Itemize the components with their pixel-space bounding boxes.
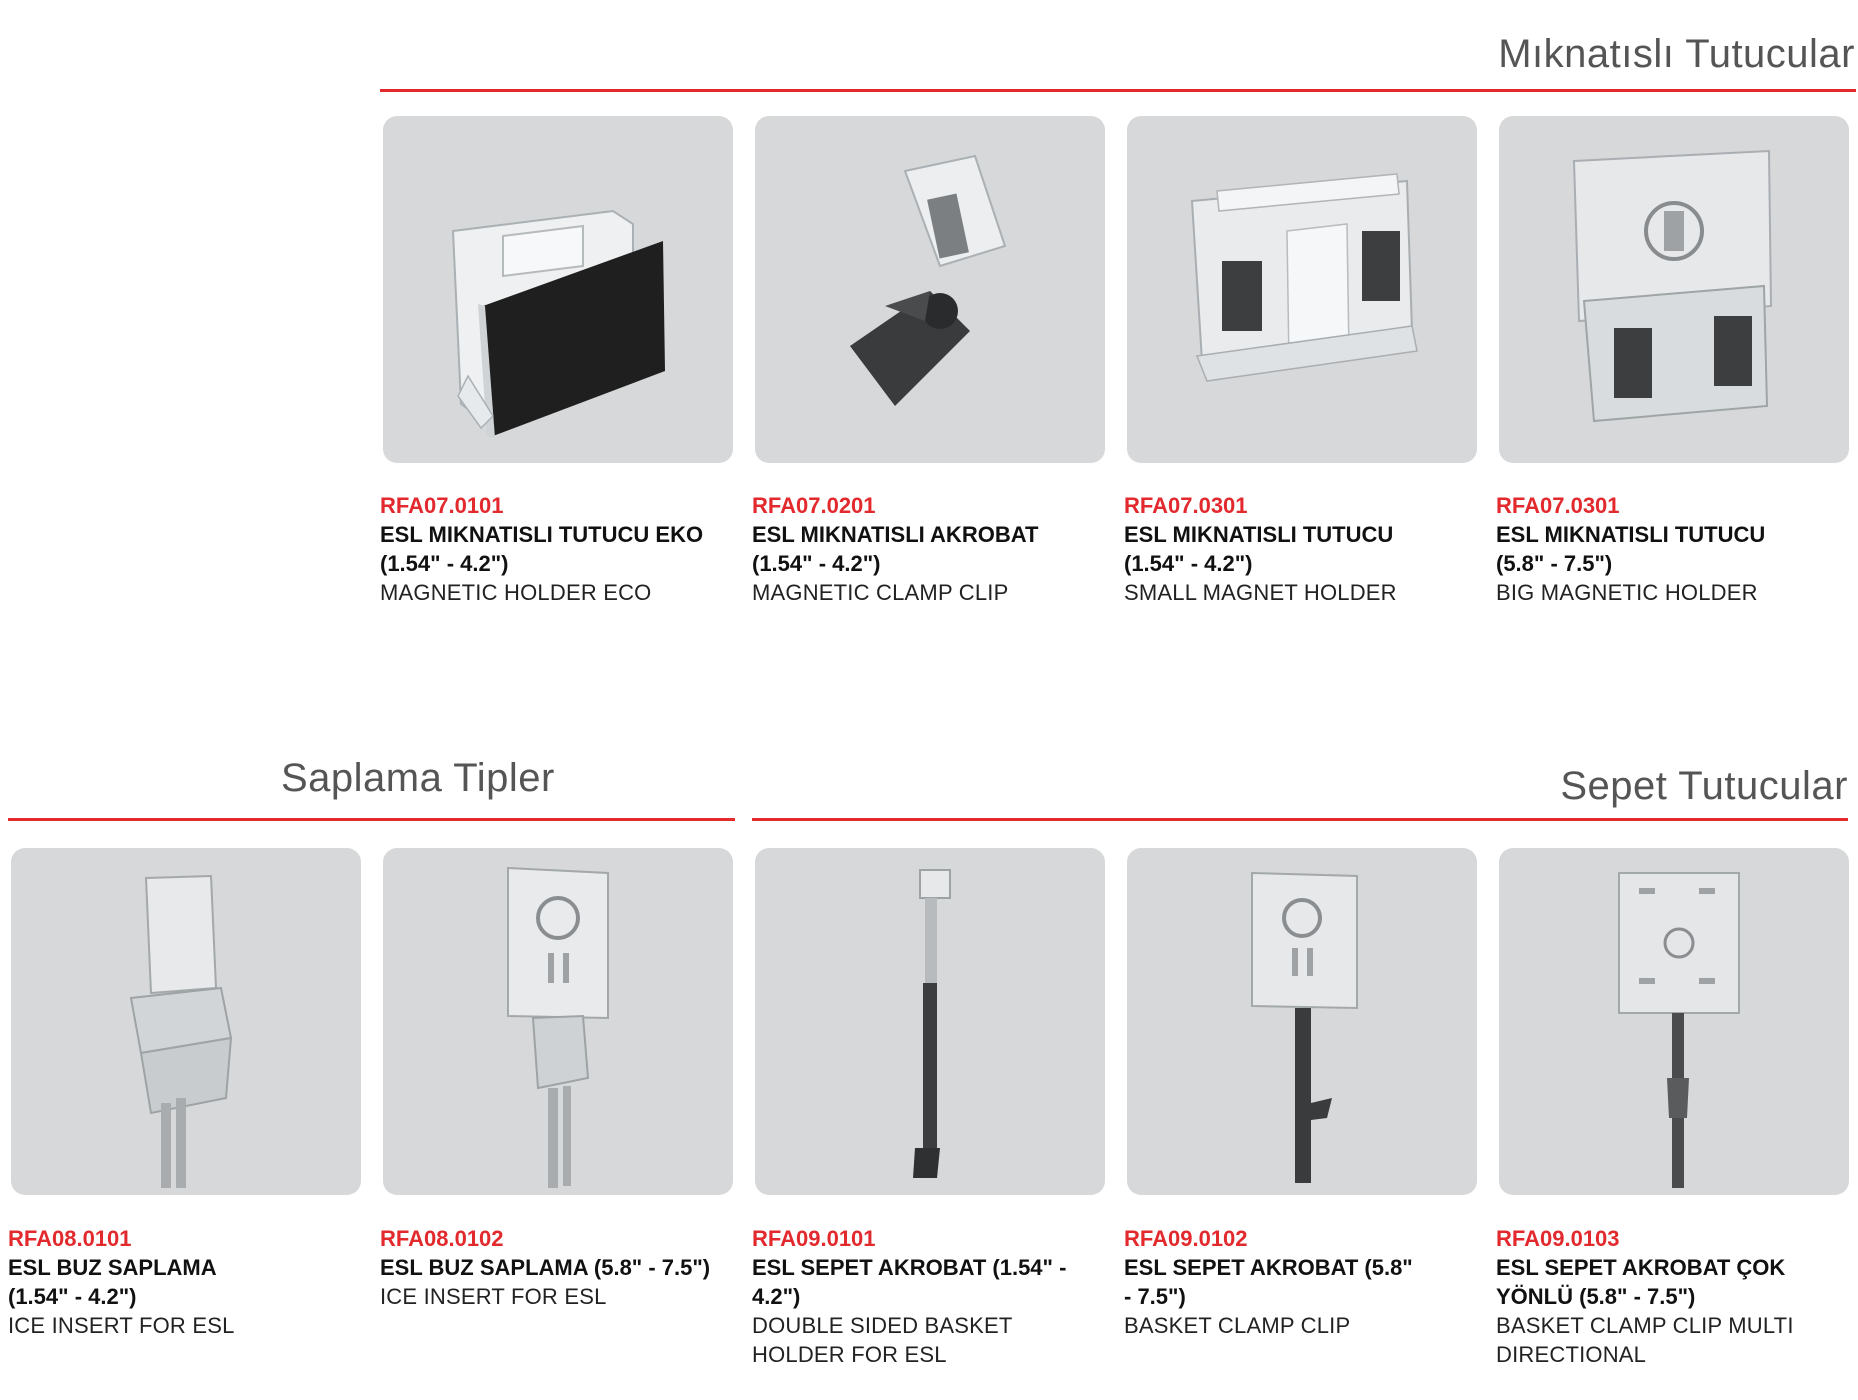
product-image-card [1127,848,1477,1195]
product-code: RFA08.0101 [8,1226,132,1251]
basket-clamp-clip-image [1127,848,1477,1195]
product-name: ESL MIKNATISLI TUTUCU (5.8" - 7.5") [1496,522,1766,576]
product-image-card [11,848,361,1195]
big-magnetic-holder-image [1499,116,1849,463]
product-name: ESL SEPET AKROBAT (5.8" - 7.5") [1124,1255,1413,1309]
ice-insert-small-image [11,848,361,1195]
section-rule-stud [8,818,735,821]
product-name: ESL BUZ SAPLAMA (1.54" - 4.2") [8,1255,216,1309]
product-info [752,1224,1124,1369]
product-code: RFA09.0102 [1124,1226,1248,1251]
product-code: RFA09.0101 [752,1226,876,1251]
section-title-basket: Sepet Tutucular [1560,764,1848,808]
product-description: SMALL MAGNET HOLDER [1124,580,1397,605]
ice-insert-large-image [383,848,733,1195]
product-code: RFA07.0101 [380,493,504,518]
product-info [1496,1224,1846,1369]
section-title-magnetic: Mıknatıslı Tutucular [1498,32,1855,76]
product-name: ESL MIKNATISLI TUTUCU EKO (1.54" - 4.2") [380,522,704,576]
product-code: RFA08.0102 [380,1226,504,1251]
product-image-card [755,116,1105,463]
product-image-card [755,848,1105,1195]
product-info [380,1224,752,1311]
product-description: MAGNETIC HOLDER ECO [380,580,652,605]
product-info [8,1224,308,1340]
double-sided-basket-holder-image [755,848,1105,1195]
product-code: RFA07.0301 [1496,493,1620,518]
product-info [752,491,1124,607]
product-image-card [1499,116,1849,463]
basket-clamp-clip-multi-image [1499,848,1849,1195]
product-image-card [383,848,733,1195]
product-info [1496,491,1846,607]
product-description: BASKET CLAMP CLIP MULTI DIRECTIONAL [1496,1313,1794,1367]
product-description: BIG MAGNETIC HOLDER [1496,580,1758,605]
product-description: DOUBLE SIDED BASKET HOLDER FOR ESL [752,1313,1013,1367]
product-image-card [1499,848,1849,1195]
product-description: ICE INSERT FOR ESL [8,1313,235,1338]
product-name: ESL MIKNATISLI AKROBAT (1.54" - 4.2") [752,522,1039,576]
product-description: BASKET CLAMP CLIP [1124,1313,1351,1338]
product-name: ESL SEPET AKROBAT (1.54" - 4.2") [752,1255,1067,1309]
product-description: ICE INSERT FOR ESL [380,1284,607,1309]
magnetic-holder-eco-image [383,116,733,463]
product-name: ESL SEPET AKROBAT ÇOK YÖNLÜ (5.8" - 7.5") [1496,1255,1786,1309]
product-name: ESL BUZ SAPLAMA (5.8" - 7.5") [380,1255,711,1280]
product-code: RFA07.0201 [752,493,876,518]
section-title-stud: Saplama Tipler [281,756,555,800]
product-code: RFA07.0301 [1124,493,1248,518]
section-rule-basket [752,818,1848,821]
product-code: RFA09.0103 [1496,1226,1620,1251]
product-info [380,491,752,607]
product-info [1124,491,1496,607]
product-description: MAGNETIC CLAMP CLIP [752,580,1009,605]
product-name: ESL MIKNATISLI TUTUCU (1.54" - 4.2") [1124,522,1394,576]
section-rule-magnetic [380,89,1856,92]
magnetic-clamp-clip-image [755,116,1105,463]
product-image-card [1127,116,1477,463]
small-magnet-holder-image [1127,116,1477,463]
product-info [1124,1224,1496,1340]
product-image-card [383,116,733,463]
